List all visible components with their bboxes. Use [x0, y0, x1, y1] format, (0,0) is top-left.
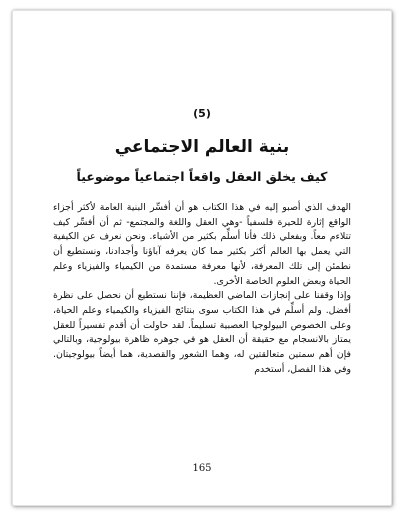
body-text — [53, 201, 351, 377]
chapter-subtitle: كيف يخلق العقل واقعاً اجتماعياً موضوعياً — [76, 169, 328, 184]
paragraph: وإذا وقفنا على إنجازات الماضي العظيمة، فإننا نستطيع أن نحصل على نظرة أفضل. ولم أسلِّم في هذا الكتاب سوى بنتائج الفيزياء والكيمياء وعلم الحياة، وعلى الخصوص البيولوجيا العصبية تسليماً. لقد حاولت أن أقدم تفسيراً للعقل يمتاز بالانسجام مع حقيقة أن العقل هو في جوهره ظاهرة بيولوجية، وبالتالي فإن أهم سمتين متعالقتين له، وهما الشعور والقصدية، هما أيضاً بيولوجيتان. وفي هذا الفصل، أستخدم — [53, 290, 351, 375]
chapter-number: (5) — [193, 107, 211, 120]
chapter-title: بنية العالم الاجتماعي — [114, 137, 290, 157]
page-number: 165 — [192, 463, 212, 474]
book-page — [12, 10, 392, 506]
paragraph: الهدف الذي أصبو إليه في هذا الكتاب هو أن أفسِّر البنية العامة لأكثر أجزاء الواقع إثارة للحيرة فلسفياً -وهي العقل واللغة والمجتمع- ثم أن أفسِّر كيف تتلاءم معاً. وبفعلي ذلك فأنا أسلِّم بكثير من الأشياء. ونحن نعرف عن الكيفية التي يعمل بها العالم أكثر بكثير مما كان يعرفه آباؤنا وأجدادنا، ونستطيع أن نطمئن إلى تلك المعرفة، لأنها معرفة مستمدة من الكيمياء والفيزياء وعلم الحياة وبعض العلوم الخاصة الأخرى. — [53, 202, 351, 287]
